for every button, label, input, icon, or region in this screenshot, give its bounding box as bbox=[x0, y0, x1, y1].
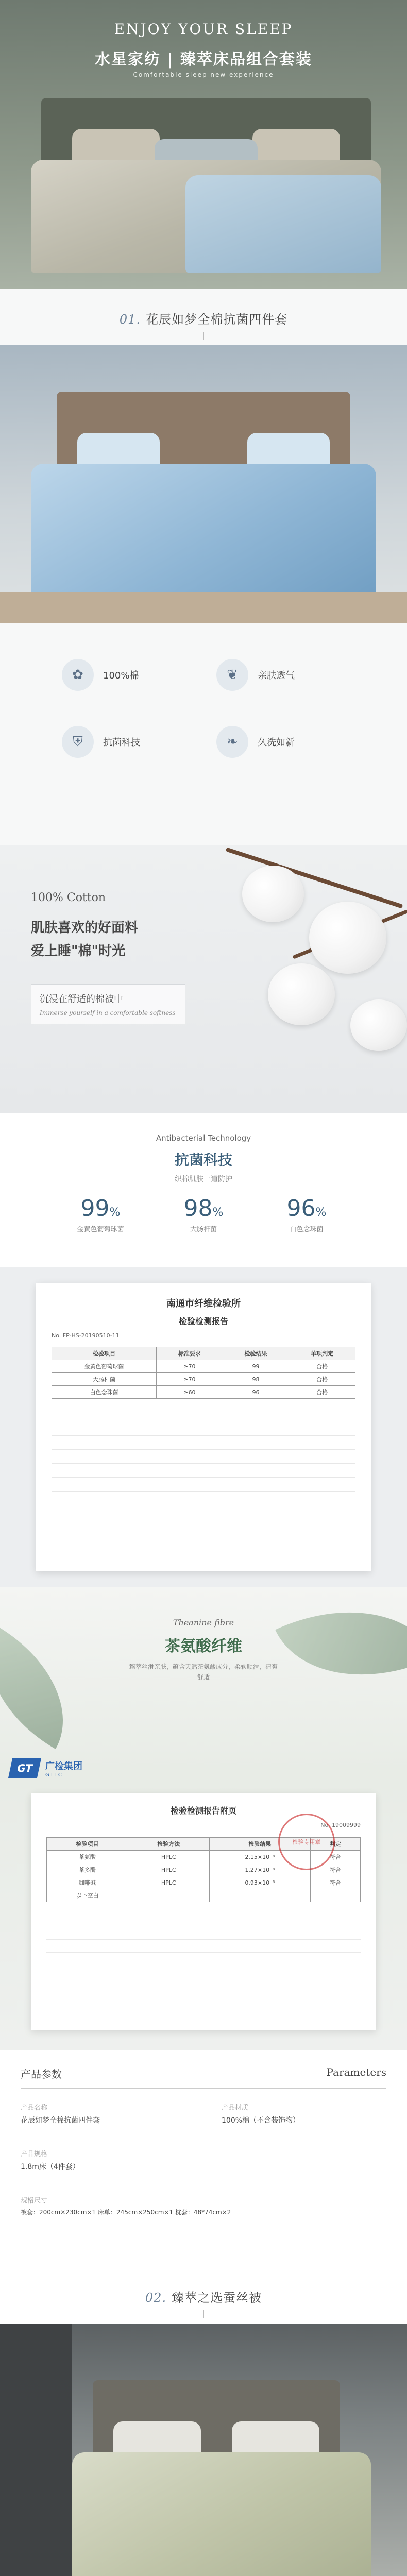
table-row bbox=[52, 1373, 355, 1386]
table-row bbox=[52, 1386, 355, 1399]
param-value: 100%棉（不含装饰物） bbox=[222, 2116, 300, 2125]
feature-label: 100%棉 bbox=[103, 670, 139, 681]
report-title-2: 检验检测报告 bbox=[178, 1316, 228, 1326]
hero-banner bbox=[0, 0, 407, 289]
theanine-section bbox=[0, 1587, 407, 2050]
section-02-number: 02. bbox=[145, 2291, 167, 2305]
leaf-icon: ❧ bbox=[216, 726, 248, 758]
table-cell: 白色念珠菌 bbox=[52, 1386, 157, 1399]
cotton-caption-cn: 沉浸在舒适的棉被中 bbox=[40, 994, 123, 1005]
parameters-title-en: Parameters bbox=[326, 2066, 386, 2078]
stat-unit: % bbox=[212, 1206, 224, 1219]
feature-item bbox=[62, 649, 206, 701]
table-cell: ≥70 bbox=[157, 1360, 223, 1373]
hero-subtitle: Comfortable sleep new experience bbox=[133, 71, 274, 78]
table-cell: 98 bbox=[223, 1373, 289, 1386]
section-01-number: 01. bbox=[119, 312, 141, 327]
parameters-header bbox=[21, 2066, 386, 2089]
feature-label: 抗菌科技 bbox=[103, 737, 140, 748]
stat-desc: 大肠杆菌 bbox=[190, 1226, 217, 1233]
feature-label: 久洗如新 bbox=[258, 737, 295, 748]
stat-desc: 金黄色葡萄球菌 bbox=[77, 1226, 124, 1233]
table-header: 检验项目 bbox=[52, 1347, 157, 1360]
report-blank-lines bbox=[52, 1422, 355, 1546]
hero-bed-image bbox=[31, 98, 381, 283]
table-cell: 0.93×10⁻³ bbox=[209, 1876, 310, 1889]
table-cell: 1.27×10⁻³ bbox=[209, 1863, 310, 1876]
table-header: 判定 bbox=[311, 1838, 361, 1851]
param-value: 被套：200cm×230cm×1 床单：245cm×250cm×1 枕套：48*74cm×2 bbox=[21, 2209, 231, 2216]
parameters-title-cn: 产品参数 bbox=[21, 2068, 62, 2080]
table-header-row bbox=[52, 1347, 355, 1360]
param-key: 产品材质 bbox=[222, 2104, 249, 2112]
stat-desc: 白色念珠菌 bbox=[290, 1226, 324, 1233]
feature-item bbox=[216, 716, 361, 768]
table-cell bbox=[209, 1889, 310, 1902]
param-key: 规格尺寸 bbox=[21, 2197, 48, 2205]
cotton-title-en: 100% Cotton bbox=[31, 891, 106, 904]
theanine-report-paper bbox=[31, 1793, 376, 2030]
section-01-name: 花辰如梦全棉抗菌四件套 bbox=[146, 312, 288, 327]
stat-value: 99 bbox=[80, 1195, 110, 1222]
table-header: 检验方法 bbox=[128, 1838, 209, 1851]
skin-icon: ❦ bbox=[216, 659, 248, 691]
cotton-caption-en: Immerse yourself in a comfortable softness bbox=[40, 1009, 176, 1016]
gttc-logo-mark: GT bbox=[8, 1758, 42, 1778]
gttc-logo bbox=[10, 1752, 144, 1785]
table-cell: 合格 bbox=[289, 1373, 355, 1386]
parameters-section-1 bbox=[0, 2050, 407, 2267]
stat-value: 98 bbox=[183, 1195, 213, 1222]
section-01-bed-image bbox=[0, 345, 407, 623]
table-cell: 合格 bbox=[289, 1360, 355, 1373]
section-01-title bbox=[0, 309, 407, 327]
table-row bbox=[52, 1360, 355, 1373]
report-number: No. FP-HS-20190510-11 bbox=[52, 1332, 120, 1339]
report-title-1: 南通市纤维检验所 bbox=[166, 1298, 241, 1309]
param-value: 花辰如梦全棉抗菌四件套 bbox=[21, 2116, 100, 2125]
feature-item bbox=[216, 649, 361, 701]
param-key: 产品规格 bbox=[21, 2150, 48, 2158]
inspection-stamp: 检验专用章 bbox=[278, 1814, 335, 1870]
table-cell: HPLC bbox=[128, 1876, 209, 1889]
section-02-bed-image bbox=[0, 2324, 407, 2576]
gttc-logo-en: GTTC bbox=[45, 1772, 63, 1778]
cotton-caption-box bbox=[31, 984, 185, 1024]
feature-item bbox=[62, 716, 206, 768]
table-cell: 金黄色葡萄球菌 bbox=[52, 1360, 157, 1373]
theanine-report-blank-lines bbox=[46, 1927, 361, 2014]
table-header: 检验结果 bbox=[209, 1838, 310, 1851]
stat-unit: % bbox=[109, 1206, 121, 1219]
shield-icon: ⛨ bbox=[62, 726, 94, 758]
hero-title-en: ENJOY YOUR SLEEP bbox=[114, 21, 293, 38]
antibacterial-stat bbox=[49, 1195, 152, 1233]
theanine-report-number: No. 19009999 bbox=[320, 1822, 361, 1828]
table-cell: 符合 bbox=[311, 1876, 361, 1889]
table-header: 检验结果 bbox=[223, 1347, 289, 1360]
table-cell: HPLC bbox=[128, 1863, 209, 1876]
test-report-paper bbox=[36, 1283, 371, 1571]
cotton-section bbox=[0, 845, 407, 1113]
antibacterial-title-cn: 抗菌科技 bbox=[174, 1151, 232, 1168]
hero-title-cn: 水星家纺 | 臻萃床品组合套装 bbox=[95, 50, 312, 69]
param-key: 产品名称 bbox=[21, 2104, 48, 2112]
table-cell: 符合 bbox=[311, 1851, 361, 1863]
table-header: 检验项目 bbox=[47, 1838, 128, 1851]
theanine-title-en: Theanine fibre bbox=[173, 1618, 234, 1628]
feature-label: 亲肤透气 bbox=[258, 670, 295, 681]
antibacterial-subtitle: 织棉肌肤一道防护 bbox=[175, 1175, 232, 1183]
table-cell bbox=[128, 1889, 209, 1902]
theanine-title-cn: 茶氨酸纤维 bbox=[165, 1637, 242, 1655]
table-cell bbox=[311, 1889, 361, 1902]
table-cell: 以下空白 bbox=[47, 1889, 128, 1902]
table-cell: HPLC bbox=[128, 1851, 209, 1863]
report-table bbox=[52, 1347, 355, 1399]
param-value: 1.8m床（4件套） bbox=[21, 2163, 80, 2171]
table-cell: 茶氨酸 bbox=[47, 1851, 128, 1863]
antibacterial-stat bbox=[152, 1195, 255, 1233]
table-cell: 99 bbox=[223, 1360, 289, 1373]
cotton-headline-1: 肌肤喜欢的好面料 bbox=[31, 920, 139, 936]
table-cell: 大肠杆菌 bbox=[52, 1373, 157, 1386]
section-02-name: 臻萃之选蚕丝被 bbox=[172, 2291, 262, 2305]
cotton-headline-2: 爱上睡"棉"时光 bbox=[31, 943, 126, 959]
stat-value: 96 bbox=[286, 1195, 316, 1222]
test-report-section bbox=[0, 1267, 407, 1587]
theanine-description: 臻萃丝滑亲肤，蕴含天然茶氨酸成分，柔软顺滑，清爽舒适 bbox=[129, 1663, 278, 1681]
table-header: 标准要求 bbox=[157, 1347, 223, 1360]
table-cell: 合格 bbox=[289, 1386, 355, 1399]
table-cell: 咖啡碱 bbox=[47, 1876, 128, 1889]
section-02-title bbox=[0, 2287, 407, 2306]
cotton-icon: ✿ bbox=[62, 659, 94, 691]
theanine-report-title: 检验检测报告附页 bbox=[170, 1806, 236, 1816]
table-cell: ≥70 bbox=[157, 1373, 223, 1386]
table-cell: 96 bbox=[223, 1386, 289, 1399]
table-cell: 茶多酚 bbox=[47, 1863, 128, 1876]
section-01-features bbox=[62, 649, 350, 814]
gttc-logo-cn: 广检集团 bbox=[45, 1760, 82, 1772]
antibacterial-title-en: Antibacterial Technology bbox=[156, 1133, 251, 1143]
antibacterial-section bbox=[0, 1113, 407, 1267]
section-02 bbox=[0, 2267, 407, 2576]
antibacterial-stat bbox=[255, 1195, 358, 1233]
stat-unit: % bbox=[315, 1206, 327, 1219]
table-row bbox=[47, 1889, 361, 1902]
table-cell: 2.15×10⁻³ bbox=[209, 1851, 310, 1863]
section-01 bbox=[0, 289, 407, 845]
table-row bbox=[47, 1876, 361, 1889]
table-header: 单项判定 bbox=[289, 1347, 355, 1360]
table-cell: ≥60 bbox=[157, 1386, 223, 1399]
table-cell: 符合 bbox=[311, 1863, 361, 1876]
